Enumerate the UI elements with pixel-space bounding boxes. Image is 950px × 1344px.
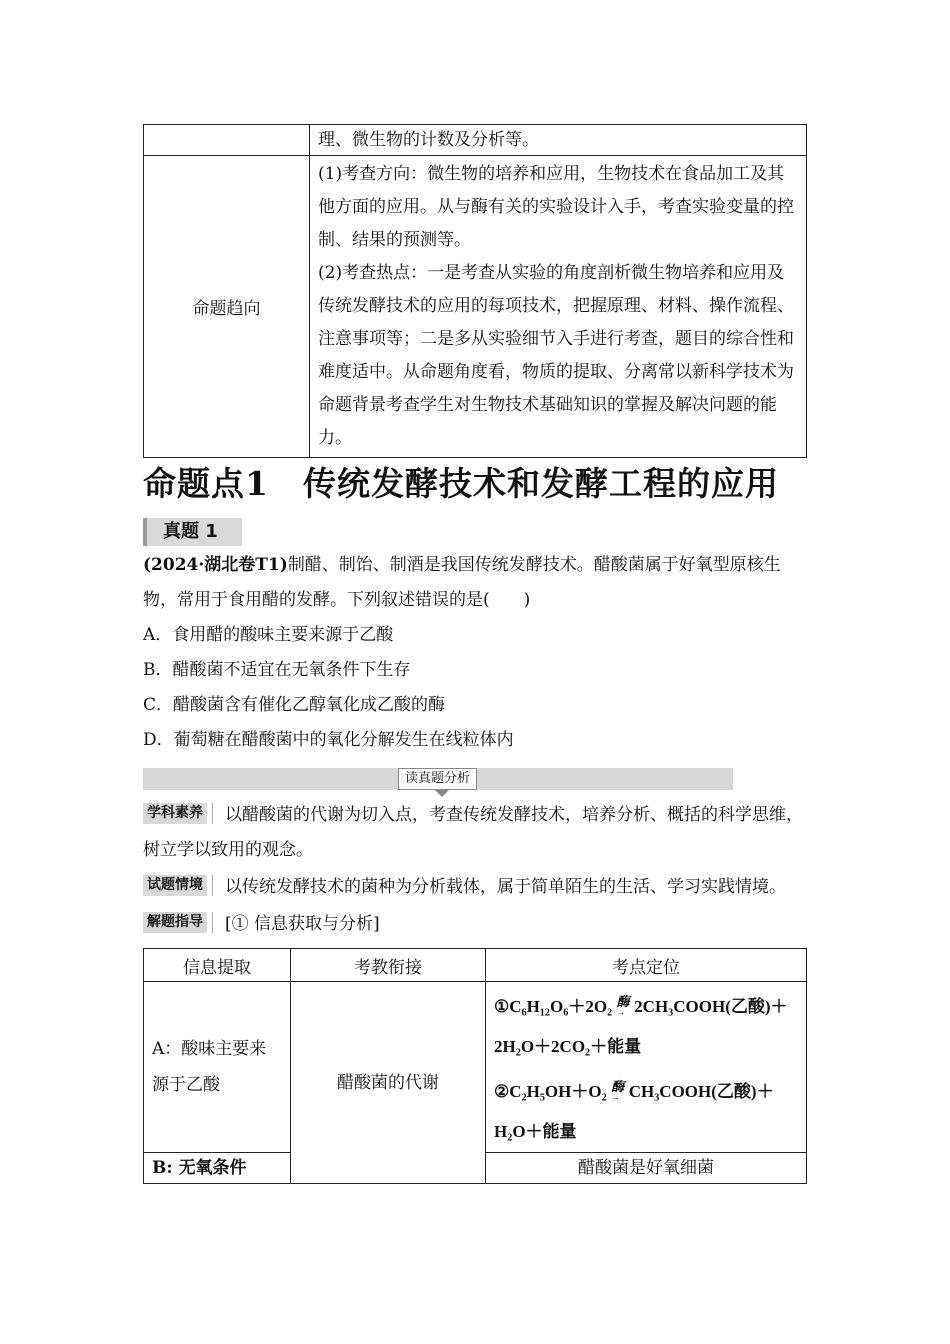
analysis-divider [143, 768, 733, 790]
options-list [143, 618, 807, 758]
equation-2: ②C₂H₅OH＋O₂ 酶 → CH₃COOH(乙酸)＋H₂O＋能量 [494, 1067, 798, 1152]
option-d: D．葡萄糖在醋酸菌中的氧化分解发生在线粒体内 [143, 730, 514, 750]
header-link: 考教衔接 [291, 949, 486, 982]
trend-hotspot-text: (2)考查热点：一是考查从实验的角度剖析微生物培养和应用及传统发酵技术的应用的每项技术，把握原理、材料、操作流程、注意事项等；二是多从实验细节入手进行考查，题目的综合性和难度适中。从命题角度看，物质的提取、分离常以新科学技术为命题背景考查学生对生物技术基础知识的掌握及解决问题的能力。 [318, 263, 794, 448]
context-label: 试题情境 [143, 875, 207, 896]
info-analysis-table [143, 948, 807, 1184]
context-text: 以传统发酵技术的菌种为分析载体，属于简单陌生的生活、学习实践情境。 [225, 877, 786, 897]
header-info: 信息提取 [144, 949, 291, 982]
option-b: B．醋酸菌不适宜在无氧条件下生存 [143, 660, 411, 680]
row-b-point: 醋酸菌是好氧细菌 [486, 1153, 807, 1184]
literacy-paragraph [143, 798, 807, 868]
literacy-text: 以醋酸菌的代谢为切入点，考查传统发酵技术，培养分析、概括的科学思维，树立学以致用的观念。 [143, 805, 803, 860]
table-cell [310, 156, 807, 458]
option-a: A．食用醋的酸味主要来源于乙酸 [143, 625, 394, 645]
table-row [144, 125, 807, 156]
question-stem: 制醋、制饴、制酒是我国传统发酵技术。醋酸菌属于好氧型原核生物，常用于食用醋的发酵。下列叙述错误的是( ) [143, 555, 781, 610]
context-paragraph [143, 870, 807, 905]
header-point: 考点定位 [486, 949, 807, 982]
guidance-text: [① 信息获取与分析] [225, 914, 380, 934]
table-header-row [144, 949, 807, 982]
exam-trend-table [143, 124, 807, 458]
option-c: C．醋酸菌含有催化乙醇氧化成乙酸的酶 [143, 695, 446, 715]
section-title [143, 460, 807, 512]
section-title-text: 传统发酵技术和发酵工程的应用 [302, 464, 779, 503]
row-b-info: B: 无氧条件 [144, 1153, 291, 1184]
table-row [144, 156, 807, 458]
section-number: 命题点1 [143, 464, 269, 503]
equation-1: ①C₆H₁₂O₆＋2O₂ 酶 → 2CH₃COOH(乙酸)＋2H₂O＋2CO₂＋能量 [494, 982, 798, 1067]
analysis-tag: 读真题分析 [398, 768, 477, 790]
row-a-info: A：酸味主要来源于乙酸 [144, 982, 291, 1153]
trend-label: 命题趋向 [144, 156, 310, 458]
question-source: (2024·湖北卷T1) [143, 555, 288, 575]
row-a-link: 醋酸菌的代谢 [291, 982, 486, 1184]
trend-direction-text: (1)考查方向：微生物的培养和应用，生物技术在食品加工及其他方面的应用。从与酶有关的实验设计入手，考查实验变量的控制、结果的预测等。 [318, 164, 794, 250]
real-question-badge: 真题 1 [143, 518, 242, 546]
table-cell [310, 125, 807, 156]
guidance-label: 解题指导 [143, 912, 207, 933]
literacy-label: 学科素养 [143, 803, 207, 824]
table-row [144, 982, 807, 1153]
row1-text: 理、微生物的计数及分析等。 [318, 130, 539, 150]
question-block [143, 548, 807, 618]
guidance-paragraph [143, 907, 807, 942]
enzyme-arrow-icon: 酶 → [607, 1067, 629, 1107]
row-a-point [486, 982, 807, 1153]
enzyme-arrow-icon: 酶 → [612, 982, 634, 1022]
table-cell [144, 125, 310, 156]
document-page [143, 124, 807, 1184]
